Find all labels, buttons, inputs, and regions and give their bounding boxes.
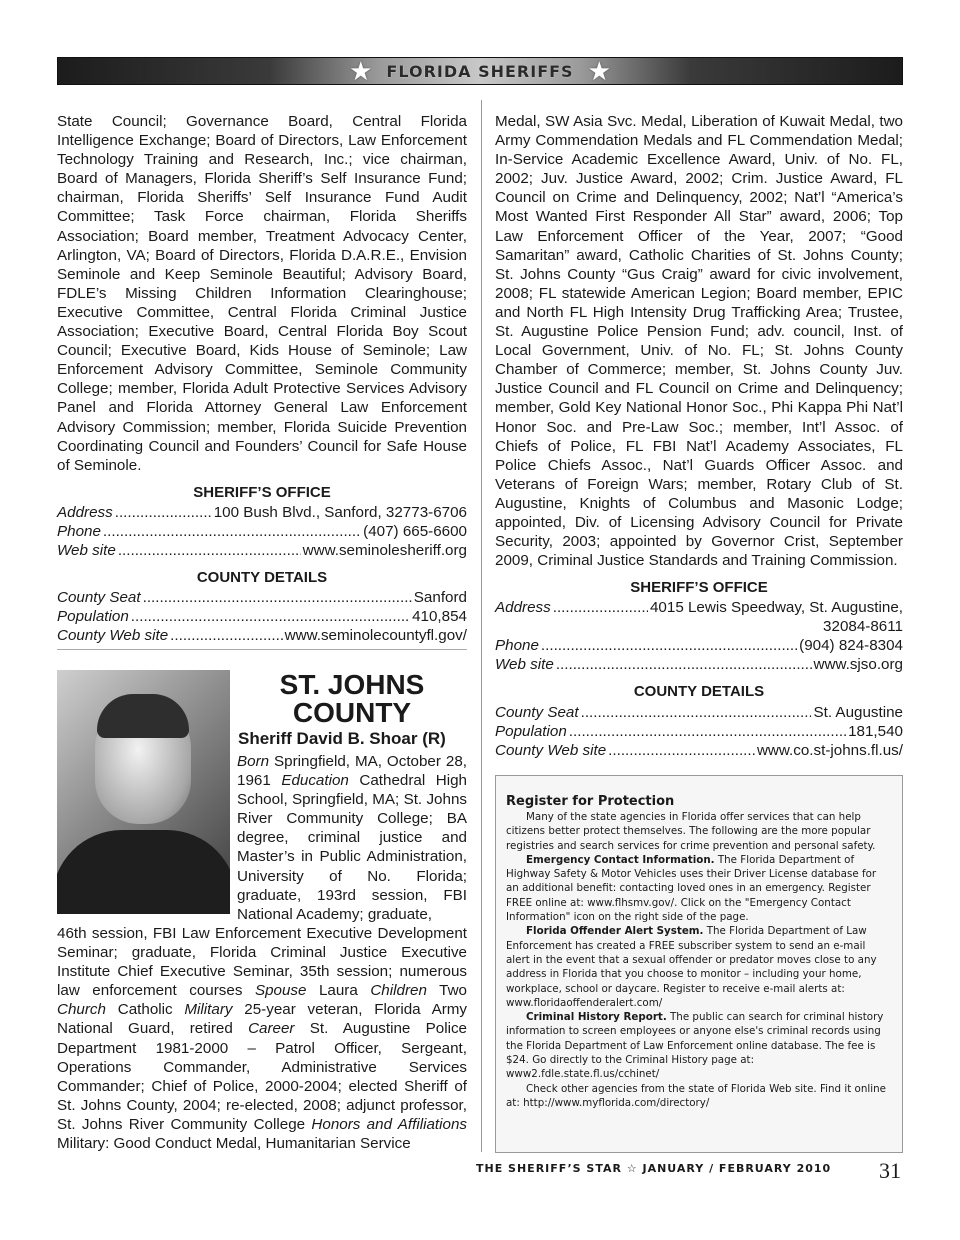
- box-criminal-history: Criminal History Report. The public can search for criminal history information to screen employees or anyone else's criminal records using the Florida Department of Law Enforcement online database. The fee is $24. Go directly to the Criminal History page at: www2.fdle.state.fl.us/cchinet/: [506, 1011, 884, 1081]
- county-website-row: County Web site ..... www.co.st-johns.fl.us/: [495, 741, 903, 760]
- page-number: 31: [879, 1158, 901, 1183]
- county-heading: COUNTY DETAILS: [196, 569, 328, 587]
- county-population-row: Population ..... 181,540: [495, 722, 903, 741]
- star-icon: ★: [587, 56, 611, 86]
- sheriff-bio: Born Springfield, MA, October 28, 1961 Education Cathedral High School, Springfield, MA; St. Johns River Community College; BA degree, criminal justice and Master’s in Public Administration, University of No. Florida; graduate, 193rd session, FBI National Academy; graduate,: [237, 753, 467, 923]
- office-heading: SHERIFF’S OFFICE: [630, 579, 768, 596]
- box-title: Register for Protection: [506, 794, 675, 809]
- county-heading: COUNTY DETAILS: [633, 683, 765, 701]
- star-icon: ★: [349, 56, 373, 86]
- county-seat-row: County Seat ..... Sanford: [57, 588, 467, 607]
- left-column: [57, 112, 467, 646]
- office-phone-row: Phone ..... (407) 665-6600: [57, 522, 467, 541]
- footer-text: THE SHERIFF’S STAR ☆ JANUARY / FEBRUARY 2010: [476, 1162, 832, 1175]
- office-website-row: Web site ..... www.seminolesheriff.org: [57, 541, 467, 560]
- office-phone-row: Phone ..... (904) 824-8304: [495, 636, 903, 655]
- county-website-row: County Web site ..... www.seminolecountyfl.gov/: [57, 626, 467, 645]
- box-offender-alert: Florida Offender Alert System. The Florida Department of Law Enforcement has created a FREE subscriber system to send an e-mail alert in the event that a sexual offender or predator moves close to any address in Florida that you choose to monitor – including your home, workplace, school or daycare. Register to receive e-mail alerts at: www.floridaoffenderalert.com/: [506, 925, 877, 1009]
- box-intro: Many of the state agencies in Florida offer services that can help citizens better protect themselves. The following are the more popular registries and search services for crime prevention and personal safety.: [506, 811, 876, 852]
- section-banner: [57, 57, 903, 85]
- sheriff-portrait: [57, 670, 230, 914]
- office-website-row: Web site ..... www.sjso.org: [495, 655, 903, 674]
- box-other-agencies: Check other agencies from the state of Florida Web site. Find it online at: http://www.myflorida.com/directory/: [506, 1082, 886, 1109]
- sheriff-name: Sheriff David B. Shoar (R): [238, 729, 446, 748]
- county-title: ST. JOHNS COUNTY: [279, 669, 425, 728]
- register-protection-box: [495, 775, 903, 1153]
- right-column: [495, 112, 903, 570]
- seminole-bio-continued: State Council; Governance Board, Central Florida Intelligence Exchange; Board of Directors, Law Enforcement Technology Training and Research, Inc.; vice chairman, Board of Managers, Florida Sheriff’s Self Insurance Fund; chairman, Florida Sheriffs’ Self Insurance Fund Audit Committee; Task Force chairman, Florida Sheriffs Association; Board member, Treatment Advocacy Center, Arlington, VA; Board of Directors, Florida D.A.R.E., Envision Seminole and Keep Seminole Beautiful; Advisory Board, FDLE’s Missing Children Information Clearinghouse; Executive Committee, Central Florida Criminal Justice Association; Executive Board, Central Florida Boy Scout Council; Executive Board, Kids House of Seminole; Law Enforcement Advisory Committee, Seminole Community College; member, Florida Adult Protective Services Advisory Panel and Florida Attorney General Law Enforcement Advisory Commission; member, Florida Suicide Prevention Coordinating Council and Founders’ Council for Safe House of Seminole.: [57, 113, 467, 474]
- office-address-row: Address ..... 100 Bush Blvd., Sanford, 32773-6706: [57, 503, 467, 522]
- county-population-row: Population ..... 410,854: [57, 607, 467, 626]
- stjohns-bio-continued: Medal, SW Asia Svc. Medal, Liberation of Kuwait Medal, two Army Commendation Medals and FL Commendation Medal; In-Service Academic Excellence Award, Univ. of No. FL, 2002; Juv. Justice Award, 2002; Crim. Justice Award, FL Council on Crime and Delinquency, 2002; Nat’l “America’s Most Wanted First Responder All Star” award, 2006; Top Law Enforcement Officer of the Year, 2007; “Good Samaritan” award, Catholic Charities of St. Johns County; St. Johns County “Gus Craig” award for civic involvement, 2008; FL statewide American Legion; Board member, EPIC and North FL High Intensity Drug Trafficking Area; Trustee, St. Augustine Police Pension Fund; adv. council, Inst. of Local Government, Univ. of No. FL; St. Johns County Chamber of Commerce; member, St. Johns County Juv. Justice Council and FL Council on Crime and Delinquency; member, Gold Key National Honor Soc., Phi Kappa Phi Nat’l Honor Soc. and Pre-Law Soc.; member, Int’l Assoc. of Chiefs of Police, FL FBI Nat’l Academy Associates, FL Police Chiefs Assoc., Nat’l Guards Officer Assoc. and Veterans of Foreign Wars; member, Rotary Club of St. Augustine, Knights of Columbus and Masonic Lodge; appointed, Div. of Licensing Advisory Council for Private Security, 2003; appointed by Governor Crist, September 2009, Criminal Justice Standards and Training Commission.: [495, 113, 903, 570]
- section-title: FLORIDA SHERIFFS: [386, 61, 574, 81]
- office-address-zip: 32084-8611: [823, 618, 903, 636]
- county-seat-row: County Seat ..... St. Augustine: [495, 703, 903, 722]
- office-heading: SHERIFF’S OFFICE: [193, 483, 331, 501]
- office-address-row: Address ..... 4015 Lewis Speedway, St. Augustine,: [495, 598, 903, 617]
- section-separator: [57, 649, 467, 650]
- column-divider: [481, 100, 482, 1152]
- stjohns-info: [495, 578, 903, 760]
- sheriff-bio-continued: 46th session, FBI Law Enforcement Executive Development Seminar; graduate, Florida Criminal Justice Executive Institute Chief Executive Seminar, 35th session; numerous law enforcement courses Spouse Laura Children Two Church Catholic Military 25-year veteran, Florida Army National Guard, retired Career St. Augustine Police Department 1981-2000 – Patrol Officer, Sergeant, Operations Commander, Administrative Services Commander; Chief of Police, 2000-2004; elected Sheriff of St. Johns County, 2004; re-elected, 2008; adjunct professor, St. Johns River Community College Honors and Affiliations Military: Good Conduct Medal, Humanitarian Service: [57, 925, 467, 1153]
- box-emergency-contact: Emergency Contact Information. The Florida Department of Highway Safety & Motor Vehicles uses their Driver License database for an additional benefit: contacting loved ones in an emergency. Register FREE online at: www.flhsmv.gov/. Click on the "Emergency Contact Information" icon on the right side of the page.: [506, 853, 877, 924]
